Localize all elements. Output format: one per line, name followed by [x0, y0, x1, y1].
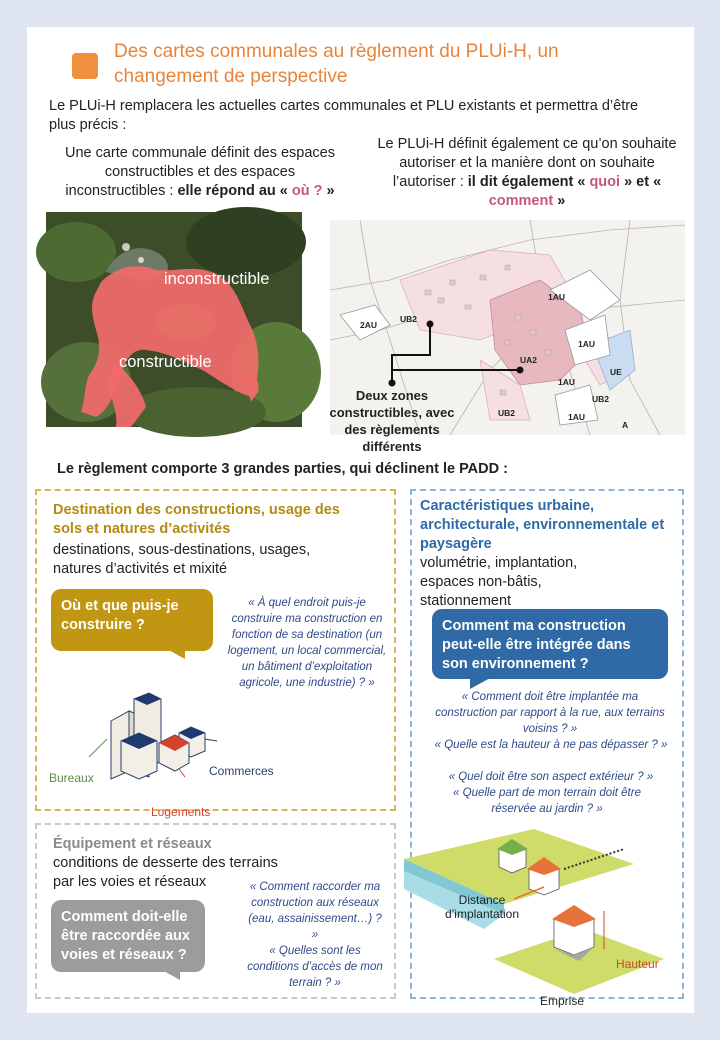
part1-quote: « À quel endroit puis-je construire ma construction en fonction de sa destination (un logement, un local commercial, un bâtiment d’exploitation agricole, une industrie) ? » [227, 597, 387, 689]
zoning-map [329, 220, 685, 454]
part1-question: Où et que puis-je construire ? [51, 589, 213, 651]
label-distance: Distance d’implantation [444, 893, 520, 921]
bubble-tail-icon [167, 649, 185, 659]
zoning-callout: Deux zones constructibles, avec des règlements différents [329, 388, 455, 454]
part2-quote-1: « Comment doit être implantée ma construction par rapport à la rue, aux terrains voisins ? » [435, 691, 665, 735]
part2-quote-4: « Quelle part de mon terrain doit être réservée au jardin ? » [453, 787, 641, 815]
part3-quote-1: « Comment raccorder ma construction aux réseaux (eau, assainissement…) ? » [248, 881, 382, 941]
part2-body: volumétrie, implantation, espaces non-bâtis, stationnement [420, 555, 578, 609]
label-emprise: Emprise [540, 994, 585, 1008]
bubble-tail-icon [470, 677, 492, 689]
part3-body: conditions de desserte des terrains par les voies et réseaux [53, 855, 278, 890]
carte-communale-definition: Une carte communale définit des espaces constructibles et des espaces inconstructibles : elle répond au « où ? » [64, 145, 335, 199]
part3-question: Comment doit-elle être raccordée aux voies et réseaux ? [51, 900, 205, 972]
part-equipement [35, 823, 396, 999]
label-bureaux: Bureaux [49, 771, 94, 785]
svg-text:UE: UE [610, 367, 622, 377]
label-commerces: Commerces [209, 764, 274, 778]
intro-text: Le PLUi-H remplacera les actuelles cartes communales et PLU existants et permettra d’être plus précis : [49, 98, 639, 133]
svg-text:1AU: 1AU [578, 339, 596, 349]
svg-text:UB2: UB2 [498, 408, 516, 418]
part2-quote-2: « Quelle est la hauteur à ne pas dépasser ? » [434, 739, 668, 751]
part1-title: Destination des constructions, usage des sols et natures d’activités [53, 502, 340, 537]
page [27, 27, 694, 1013]
label-constructible: constructible [119, 353, 212, 371]
page-title: Des cartes communales au règlement du PLUi-H, un changement de perspective [114, 41, 559, 87]
part1-body: destinations, sous-destinations, usages, natures d’activités et mixité [53, 542, 311, 577]
part2-quote-3: « Quel doit être son aspect extérieur ? » [448, 771, 654, 783]
label-hauteur: Hauteur [616, 957, 659, 971]
pluih-definition: Le PLUi-H définit également ce qu’on souhaite autoriser et la manière dont on souhaite l’autoriser : il dit également « quoi » et « comment » [377, 136, 677, 209]
part2-question: Comment ma construction peut-elle être intégrée dans son environnement ? [432, 609, 668, 679]
label-logements: Logements [151, 805, 211, 819]
section-title: Le règlement comporte 3 grandes parties, qui déclinent le PADD : [57, 461, 508, 477]
part-caracteristiques [410, 489, 684, 1008]
svg-text:UA2: UA2 [520, 355, 538, 365]
svg-text:UB2: UB2 [592, 394, 610, 404]
svg-text:A: A [622, 420, 629, 430]
label-inconstructible: inconstructible [164, 270, 270, 288]
bubble-tail-icon [162, 970, 180, 980]
svg-text:2AU: 2AU [360, 320, 378, 330]
svg-text:1AU: 1AU [548, 292, 566, 302]
part3-quote-2: « Quelles sont les conditions d’accès de mon terrain ? » [247, 945, 383, 989]
part3-title: Équipement et réseaux [53, 836, 212, 852]
title-bullet-icon [72, 53, 98, 79]
part-destination [35, 489, 396, 819]
part2-title: Caractéristiques urbaine, architecturale, environnementale et paysagère [420, 498, 665, 552]
svg-text:1AU: 1AU [558, 377, 576, 387]
satellite-map-graphic [46, 212, 302, 427]
svg-text:1AU: 1AU [568, 412, 586, 422]
svg-text:UB2: UB2 [400, 314, 418, 324]
satellite-map [46, 212, 302, 427]
